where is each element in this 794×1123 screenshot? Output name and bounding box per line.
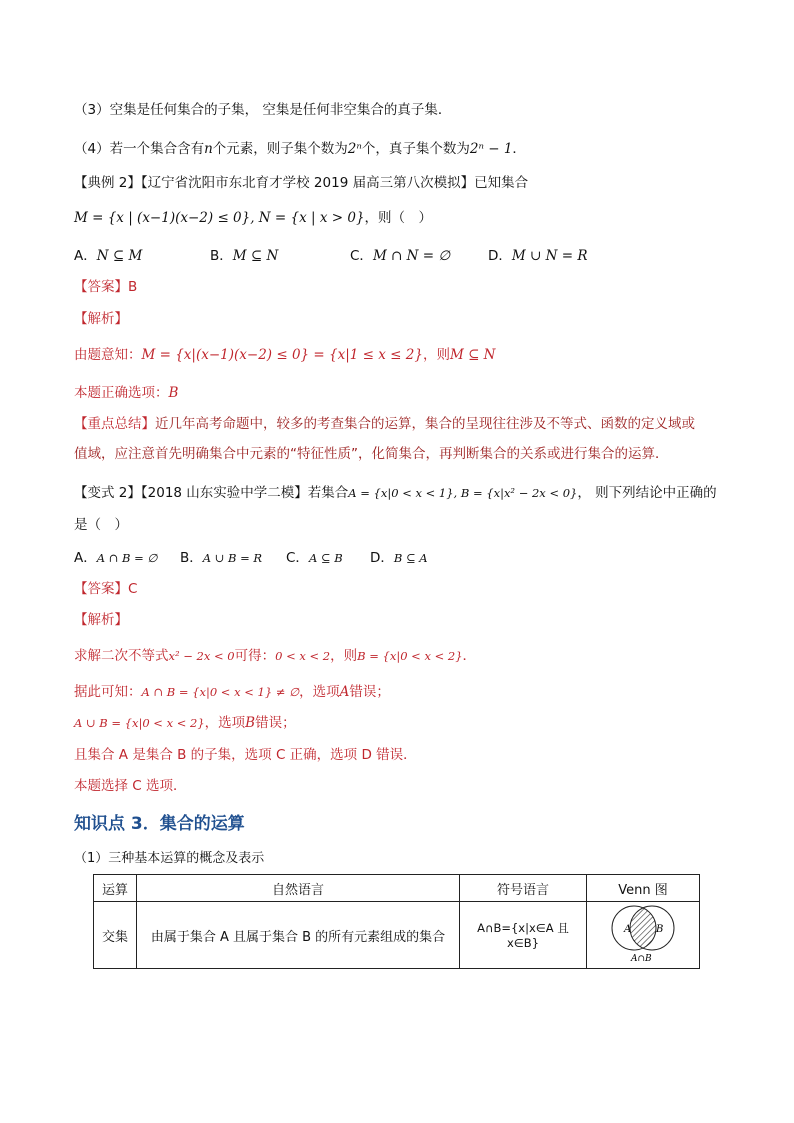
variant-2-heading [74,483,734,503]
table-header-row [94,875,700,902]
text: ， 则下列结论中正确的 [577,485,717,501]
variant-source: 【2018 山东实验中学二模】 [140,485,308,501]
explanation-2-step-3 [74,713,734,733]
paragraph-subset-count [74,139,734,159]
math: A [339,684,350,700]
math: 2ⁿ − 1 [469,141,513,157]
math: B = {x|0 < x < 2} [357,649,463,663]
option-a [74,548,180,568]
explanation-1-answer [74,383,734,403]
subsection-title: （1）三种基本运算的概念及表示 [74,851,265,866]
text: 求解二次不等式 [74,648,169,664]
option-value: B ⊆ A [393,551,428,565]
explanation-1-body [74,345,734,365]
explanation-2-label: 【解析】 [74,612,128,628]
column-header-symbolic-language: 符号语言 [460,875,587,902]
text: A∩B={x|x∈A 且 x∈B} [477,921,569,950]
column-header-venn: Venn 图 [587,875,700,902]
text: ，则（ ） [364,210,433,226]
text: 本题正确选项： [74,385,169,401]
column-header-natural-language: 自然语言 [137,875,460,902]
example-tag: 【典例 2】 [74,175,141,191]
set-a-label: A [624,924,632,935]
key-summary-line-2: 值域，应注意首先明确集合中元素的“特征性质”，化简集合，再判断集合的关系或进行集合的运算． [74,446,669,462]
math: 2ⁿ [347,141,362,157]
cell-operation: 交集 [94,902,137,969]
math: M = {x | (x−1)(x−2) ≤ 0}, N = {x | x > 0} [74,210,365,226]
text: 错误； [255,715,296,731]
option-b [210,246,350,266]
example-2-heading [74,173,734,193]
variant-2-options [74,548,734,568]
option-b [180,548,286,568]
option-value: M ⊆ N [232,248,279,264]
text: ，选项 [299,684,340,700]
option-value: A ∪ B = R [202,551,263,565]
variant-2-question-end: 是（ ） [74,517,128,533]
table-row [94,902,700,969]
explanation-1-label: 【解析】 [74,311,128,327]
text: 由属于集合 A 且属于集合 B 的所有元素组成的集合 [150,929,446,945]
cell-natural-language [137,902,460,969]
example-2-sets [74,208,734,228]
math: B [168,385,179,401]
math: A = {x|0 < x < 1}, B = {x|x² − 2x < 0} [348,486,578,500]
text: 近几年高考命题中，较多的考查集合的运算，集合的呈现往往涉及不等式、函数的定义域或 [155,416,695,432]
text: ，则 [330,648,358,664]
option-value: M ∪ N = R [511,248,588,264]
option-c [286,548,370,568]
math: A ∩ B = {x|0 < x < 1} ≠ ∅ [141,685,300,699]
section-title: 知识点 3．集合的运算 [74,814,245,834]
cell-venn-diagram [587,902,700,969]
option-a [74,246,210,266]
intersection-caption: A∩B [631,954,652,964]
math: A ∪ B = {x|0 < x < 2} [74,716,205,730]
math: n [204,141,213,157]
text: ，则 [422,347,450,363]
variant-tag: 【变式 2】 [74,485,141,501]
option-d [488,246,588,266]
text: ． [512,141,526,157]
text: ． [462,648,477,664]
explanation-2-step-5: 本题选择 C 选项． [74,778,187,794]
cell-symbolic-language [460,902,587,969]
option-key: A． [74,550,97,566]
set-b-label: B [656,924,664,935]
text: （4）若一个集合含有 [74,141,205,157]
option-d [370,548,428,568]
option-key: A． [74,248,97,264]
intersection-venn-diagram [588,902,698,964]
math: B [245,715,256,731]
option-value: M ∩ N = ∅ [372,248,451,264]
math: M = {x|(x−1)(x−2) ≤ 0} = {x|1 ≤ x ≤ 2} [141,347,423,363]
option-value: A ∩ B = ∅ [96,551,158,565]
math: 0 < x < 2 [275,649,331,663]
option-key: C． [350,248,373,264]
option-key: C． [286,550,309,566]
set-operations-table [93,874,700,969]
text: 错误； [349,684,390,700]
paragraph-empty-set [74,100,734,120]
math: x² − 2x < 0 [168,649,235,663]
text: （3）空集是任何集合的子集， 空集是任何非空集合的真子集． [74,102,452,118]
example-source: 【辽宁省沈阳市东北育才学校 2019 届高三第八次模拟】 [140,175,475,191]
option-key: B． [180,550,203,566]
summary-tag: 【重点总结】 [74,416,155,432]
option-key: D． [370,550,394,566]
answer-1: 【答案】B [74,279,138,295]
text: 据此可知： [74,684,142,700]
text: ，选项 [204,715,246,731]
column-header-operation: 运算 [94,875,137,902]
text: 已知集合 [474,175,529,191]
option-value: A ⊆ B [308,551,343,565]
option-value: N ⊆ M [96,248,143,264]
option-key: B． [210,248,233,264]
explanation-2-step-4: 且集合 A 是集合 B 的子集，选项 C 正确，选项 D 错误． [74,747,417,763]
text: 由题意知： [74,347,142,363]
option-c [350,246,488,266]
example-2-options [74,246,734,266]
text: 个，真子集个数为 [361,141,470,157]
explanation-2-step-2 [74,682,734,702]
key-summary-line-1 [74,414,734,434]
math: M ⊆ N [449,347,496,363]
text: 若集合 [307,485,349,501]
answer-2: 【答案】C [74,581,138,597]
explanation-2-step-1 [74,646,734,666]
text: 个元素，则子集个数为 [212,141,348,157]
text: 可得： [234,648,276,664]
option-key: D． [488,248,512,264]
